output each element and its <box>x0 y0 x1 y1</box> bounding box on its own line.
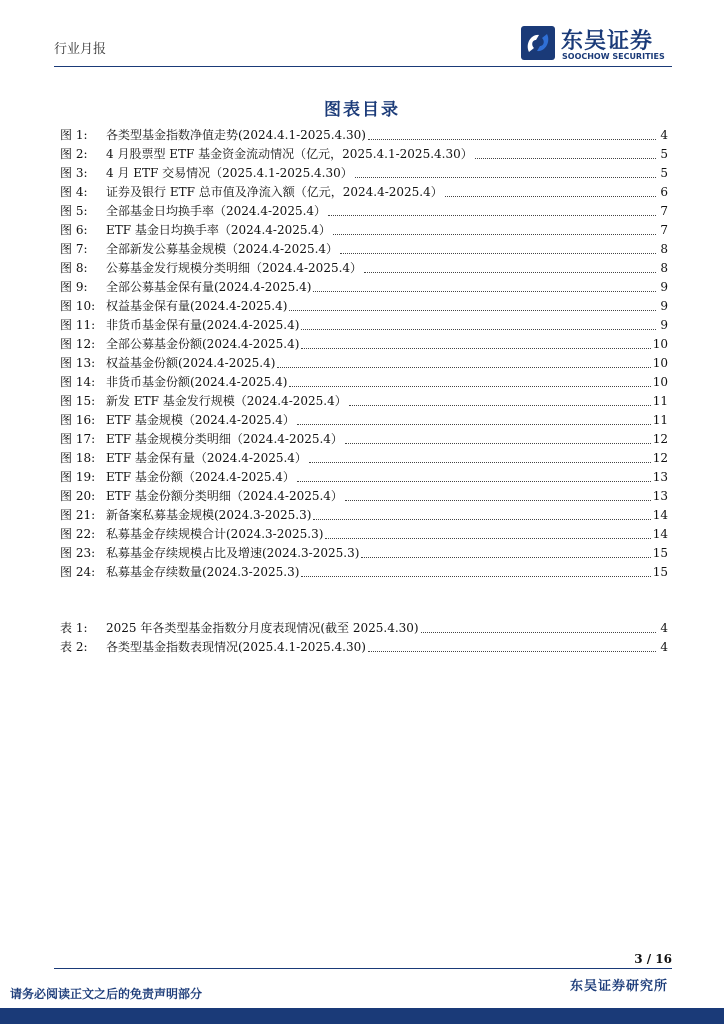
entry-label: 图 3: <box>60 166 88 180</box>
table-toc-entry[interactable] <box>60 619 668 638</box>
entry-label: 图 10: <box>60 299 96 313</box>
entry-title: ETF 基金份额（2024.4-2025.4） <box>106 470 295 484</box>
dot-leader <box>309 449 651 463</box>
entry-label: 图 18: <box>60 451 96 465</box>
entry-title: 全部新发公募基金规模（2024.4-2025.4） <box>106 242 339 256</box>
toc-title: 图表目录 <box>324 100 400 120</box>
dot-leader <box>297 411 651 425</box>
entry-page-number: 9 <box>660 318 668 332</box>
entry-label: 图 13: <box>60 356 96 370</box>
entry-title: 公募基金发行规模分类明细（2024.4-2025.4） <box>106 261 363 275</box>
entry-page-number: 10 <box>652 375 668 389</box>
dot-leader <box>361 544 650 558</box>
company-logo <box>521 26 671 62</box>
figure-toc-entry[interactable] <box>60 468 668 487</box>
figure-toc-entry[interactable] <box>60 126 668 145</box>
institute-name: 东吴证券研究所 <box>569 979 668 994</box>
logo-chinese-name: 东吴证券 <box>561 29 654 54</box>
entry-label: 图 4: <box>60 185 88 199</box>
figure-toc-entry[interactable] <box>60 316 668 335</box>
entry-title: ETF 基金规模分类明细（2024.4-2025.4） <box>106 432 343 446</box>
entry-label: 图 2: <box>60 147 88 161</box>
report-type-label: 行业月报 <box>54 42 107 57</box>
entry-page-number: 14 <box>652 508 668 522</box>
dot-leader <box>277 354 650 368</box>
entry-title: 私募基金存续规模合计(2024.3-2025.3) <box>106 527 324 541</box>
entry-title: 非货币基金份额(2024.4-2025.4) <box>106 375 288 389</box>
entry-label: 表 2: <box>60 640 88 654</box>
entry-label: 图 14: <box>60 375 96 389</box>
entry-page-number: 9 <box>660 280 668 294</box>
dot-leader <box>340 240 656 254</box>
dot-leader <box>313 506 650 520</box>
entry-page-number: 8 <box>660 242 668 256</box>
entry-title: 权益基金保有量(2024.4-2025.4) <box>106 299 288 313</box>
entry-label: 图 7: <box>60 242 88 256</box>
figure-toc-entry[interactable] <box>60 449 668 468</box>
dot-leader <box>475 145 656 159</box>
entry-label: 图 8: <box>60 261 88 275</box>
figure-toc-entry[interactable] <box>60 563 668 582</box>
entry-page-number: 13 <box>652 470 668 484</box>
entry-page-number: 5 <box>660 166 668 180</box>
figure-toc-entry[interactable] <box>60 411 668 430</box>
entry-page-number: 12 <box>652 451 668 465</box>
dot-leader <box>313 278 656 292</box>
soochow-logo-icon <box>521 26 555 60</box>
entry-page-number: 9 <box>660 299 668 313</box>
entry-title: 权益基金份额(2024.4-2025.4) <box>106 356 276 370</box>
dot-leader <box>325 525 650 539</box>
entry-title: 证券及银行 ETF 总市值及净流入额（亿元，2024.4-2025.4） <box>106 185 443 199</box>
entry-page-number: 12 <box>652 432 668 446</box>
entry-title: 非货币基金保有量(2024.4-2025.4) <box>106 318 300 332</box>
footer-divider <box>54 968 672 969</box>
entry-page-number: 6 <box>660 185 668 199</box>
entry-label: 图 5: <box>60 204 88 218</box>
entry-title: 各类型基金指数表现情况(2025.4.1-2025.4.30) <box>106 640 366 654</box>
figure-toc-entry[interactable] <box>60 373 668 392</box>
entry-page-number: 4 <box>660 621 668 635</box>
table-list <box>60 619 668 657</box>
entry-label: 图 19: <box>60 470 96 484</box>
entry-title: 全部公募基金份额(2024.4-2025.4) <box>106 337 300 351</box>
logo-english-name: SOOCHOW SECURITIES <box>562 52 665 61</box>
dot-leader <box>445 183 656 197</box>
entry-title: 全部公募基金保有量(2024.4-2025.4) <box>106 280 312 294</box>
header-divider <box>54 66 672 67</box>
dot-leader <box>297 468 651 482</box>
entry-title: 4 月 ETF 交易情况（2025.4.1-2025.4.30） <box>106 166 353 180</box>
entry-label: 图 9: <box>60 280 88 294</box>
dot-leader <box>368 638 656 652</box>
dot-leader <box>328 202 656 216</box>
entry-label: 图 24: <box>60 565 96 579</box>
entry-title: 新发 ETF 基金发行规模（2024.4-2025.4） <box>106 394 347 408</box>
entry-label: 图 11: <box>60 318 96 332</box>
entry-title: ETF 基金保有量（2024.4-2025.4） <box>106 451 307 465</box>
figure-toc-entry[interactable] <box>60 221 668 240</box>
figure-toc-entry[interactable] <box>60 202 668 221</box>
entry-title: 各类型基金指数净值走势(2024.4.1-2025.4.30) <box>106 128 366 142</box>
entry-page-number: 5 <box>660 147 668 161</box>
entry-title: 4 月股票型 ETF 基金资金流动情况（亿元，2025.4.1-2025.4.30） <box>106 147 473 161</box>
dot-leader <box>345 430 651 444</box>
entry-title: ETF 基金规模（2024.4-2025.4） <box>106 413 295 427</box>
entry-page-number: 7 <box>660 204 668 218</box>
entry-label: 图 17: <box>60 432 96 446</box>
dot-leader <box>345 487 651 501</box>
entry-title: 新备案私募基金规模(2024.3-2025.3) <box>106 508 312 522</box>
entry-title: 全部基金日均换手率（2024.4-2025.4） <box>106 204 327 218</box>
figure-toc-entry[interactable] <box>60 487 668 506</box>
disclaimer-text: 请务必阅读正文之后的免责声明部分 <box>10 987 203 1001</box>
entry-page-number: 15 <box>652 565 668 579</box>
figure-toc-entry[interactable] <box>60 164 668 183</box>
figure-toc-entry[interactable] <box>60 278 668 297</box>
dot-leader <box>301 335 650 349</box>
figure-toc-entry[interactable] <box>60 506 668 525</box>
figure-toc-entry[interactable] <box>60 335 668 354</box>
entry-page-number: 8 <box>660 261 668 275</box>
entry-title: ETF 基金日均换手率（2024.4-2025.4） <box>106 223 331 237</box>
entry-page-number: 10 <box>652 337 668 351</box>
entry-page-number: 4 <box>660 128 668 142</box>
entry-label: 图 23: <box>60 546 96 560</box>
figure-toc-entry[interactable] <box>60 183 668 202</box>
entry-title: 私募基金存续数量(2024.3-2025.3) <box>106 565 300 579</box>
entry-page-number: 10 <box>652 356 668 370</box>
figure-toc-entry[interactable] <box>60 392 668 411</box>
entry-label: 图 1: <box>60 128 88 142</box>
figure-toc-entry[interactable] <box>60 430 668 449</box>
dot-leader <box>333 221 656 235</box>
entry-label: 图 20: <box>60 489 96 503</box>
dot-leader <box>355 164 656 178</box>
dot-leader <box>368 126 656 140</box>
dot-leader <box>349 392 651 406</box>
entry-page-number: 11 <box>652 394 668 408</box>
entry-page-number: 7 <box>660 223 668 237</box>
entry-label: 表 1: <box>60 621 88 635</box>
entry-title: 2025 年各类型基金指数分月度表现情况(截至 2025.4.30) <box>106 621 419 635</box>
entry-page-number: 4 <box>660 640 668 654</box>
figure-toc-entry[interactable] <box>60 525 668 544</box>
table-toc-entry[interactable] <box>60 638 668 657</box>
entry-label: 图 12: <box>60 337 96 351</box>
entry-label: 图 6: <box>60 223 88 237</box>
entry-page-number: 14 <box>652 527 668 541</box>
dot-leader <box>364 259 656 273</box>
dot-leader <box>421 619 656 633</box>
dot-leader <box>301 563 650 577</box>
figure-list <box>60 126 668 582</box>
dot-leader <box>289 373 650 387</box>
figure-toc-entry[interactable] <box>60 297 668 316</box>
entry-title: ETF 基金份额分类明细（2024.4-2025.4） <box>106 489 343 503</box>
figure-toc-entry[interactable] <box>60 544 668 563</box>
figure-toc-entry[interactable] <box>60 240 668 259</box>
dot-leader <box>289 297 656 311</box>
figure-toc-entry[interactable] <box>60 145 668 164</box>
entry-page-number: 15 <box>652 546 668 560</box>
entry-title: 私募基金存续规模占比及增速(2024.3-2025.3) <box>106 546 360 560</box>
entry-page-number: 13 <box>652 489 668 503</box>
entry-page-number: 11 <box>652 413 668 427</box>
footer-band <box>0 1008 724 1024</box>
figure-toc-entry[interactable] <box>60 354 668 373</box>
entry-label: 图 15: <box>60 394 96 408</box>
entry-label: 图 22: <box>60 527 96 541</box>
figure-toc-entry[interactable] <box>60 259 668 278</box>
entry-label: 图 16: <box>60 413 96 427</box>
dot-leader <box>301 316 656 330</box>
entry-label: 图 21: <box>60 508 96 522</box>
page-number: 3 / 16 <box>634 952 672 966</box>
